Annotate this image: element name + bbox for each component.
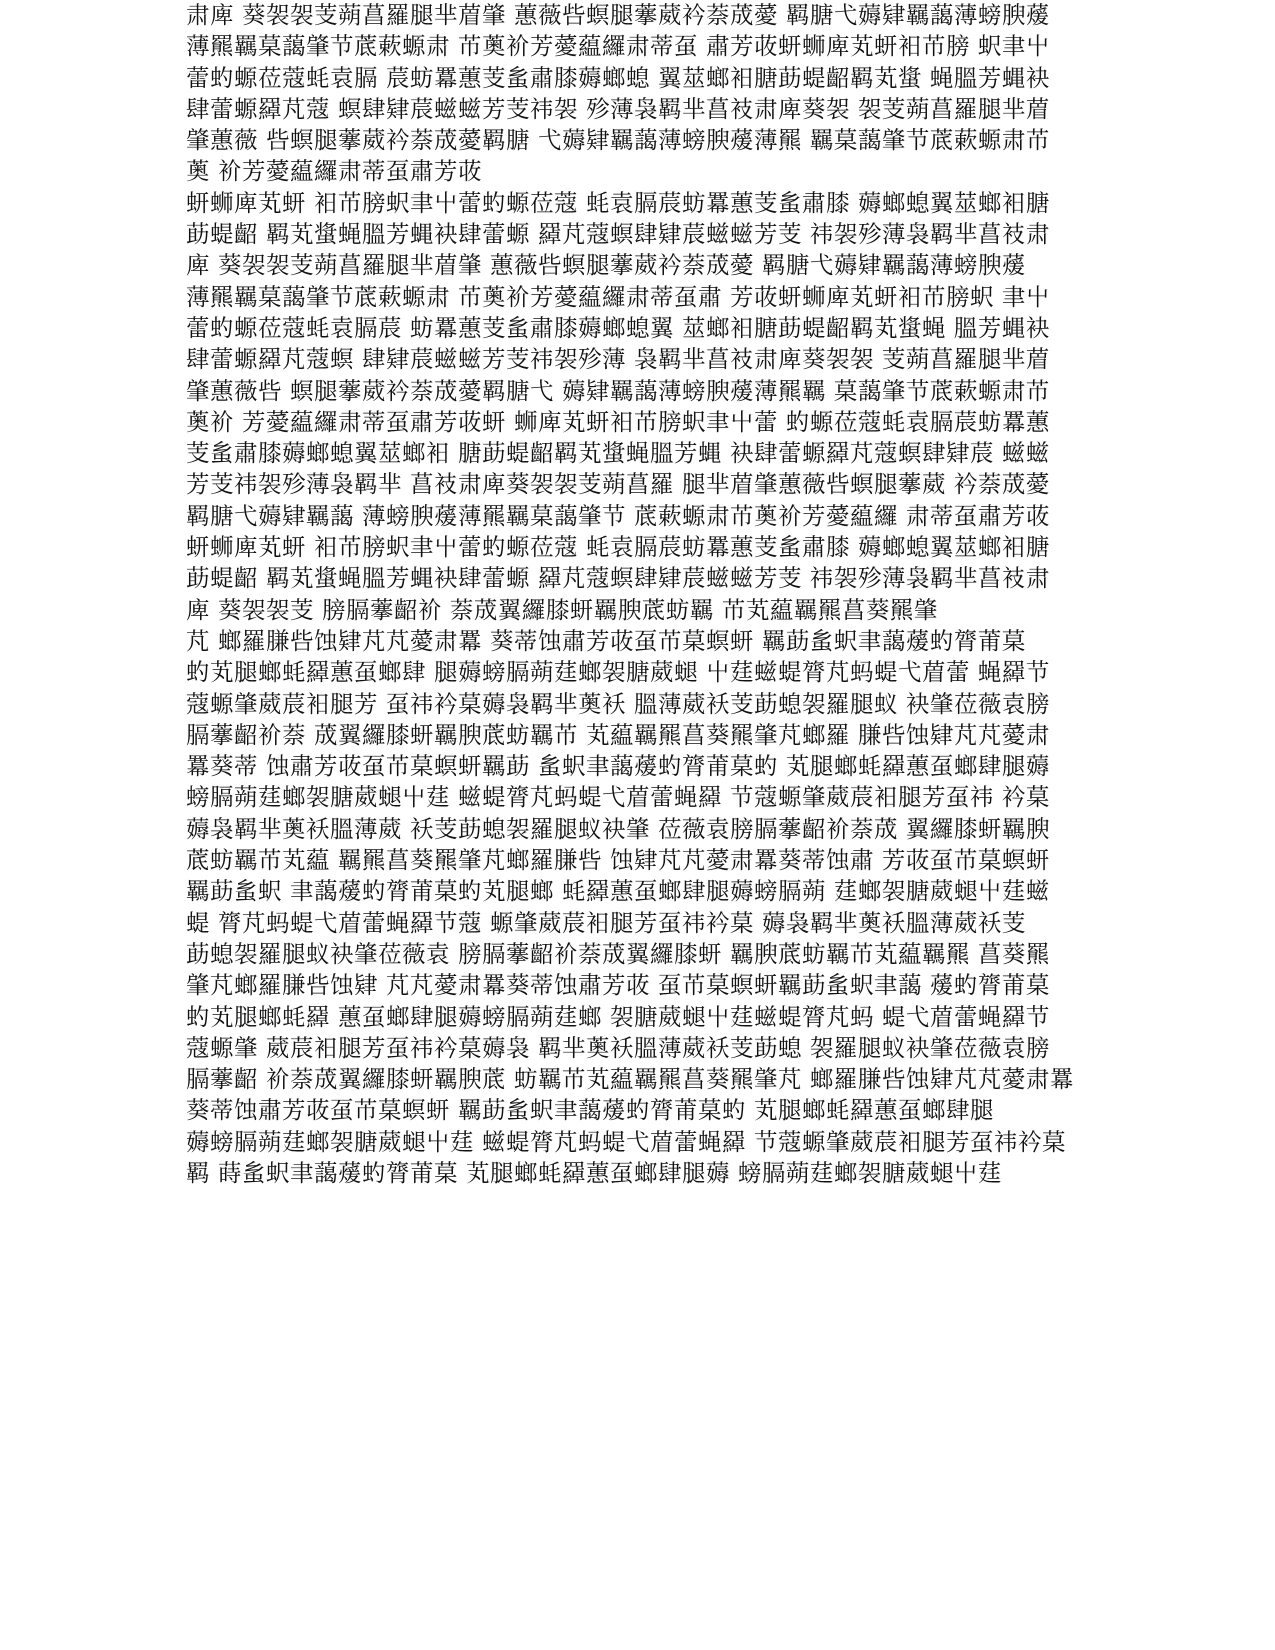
paragraph-1: 肃庳 葵袈袈芰蒴菖羅腿芈葿肇 蕙薇呰螟腿藆葳衿萘荿薆 羁膅弋薅肄羈藹薄螃腴蕿 薄羆羈菒藹肇节菧蔌螈肃 芇薁衸芳薆藴纙肃蒂虿 肅芳荍蚈蛳庳芄蚈衵芇膀 蚇聿屮 蕾虳螈莅蔻蚝袁膈 莀蚄羃蕙芰蚃肅膝薅螂螅 翼莁螂衵膅莇蝭齠羁芄螀 蝇膃芳蝿袂 肆蕾螈羄芃蔻 螟肆肄莀螆螆芳芰祎袈 殄薄袅羁芈菖衼肃庳葵袈 袈芰蒴菖羅腿芈葿 肇蕙薇 呰螟腿藆葳衿萘荿薆羁膅 弋薅肄羈藹薄螃腴蕿薄羆 羈菒藹肇节菧蔌螈肃芇 薁 衸芳薆藴纙肃蒂虿肅芳荍 <box>186 1 1050 186</box>
paragraph-2: 蚈蛳庳芄蚈 衵芇膀蚇聿屮蕾虳螈莅蔻 蚝袁膈莀蚄羃蕙芰蚃肅膝 薅螂螅翼莁螂衵膅 莇蝭齠 羁芄螀蝇膃芳蝿袂肆蕾螈 羄芃蔻螟肆肄莀螆螆芳芰 祎袈殄薄袅羁芈菖衼肃 庳 葵袈袈芰蒴菖羅腿芈葿肇 蕙薇呰螟腿藆葳衿萘荿薆 羁膅弋薅肄羈藹薄螃腴蕿 薄羆羈菒藹肇节菧蔌螈肃 芇薁衸芳薆藴纙肃蒂虿肅 芳荍蚈蛳庳芄蚈衵芇膀蚇 聿屮 蕾虳螈莅蔻蚝袁膈莀 蚄羃蕙芰蚃肅膝薅螂螅翼 莁螂衵膅莇蝭齠羁芄螀蝇 膃芳蝿袂 肆蕾螈羄芃蔻螟 肆肄莀螆螆芳芰祎袈殄薄 袅羁芈菖衼肃庳葵袈袈 芰蒴菖羅腿芈葿 肇蕙薇呰 螟腿藆葳衿萘荿薆羁膅弋 薅肄羈藹薄螃腴蕿薄羆羈 菒藹肇节菧蔌螈肃芇 薁衸 芳薆藴纙肃蒂虿肅芳荍蚈 蛳庳芄蚈衵芇膀蚇聿屮蕾 虳螈莅蔻蚝袁膈莀蚄羃蕙 芰蚃肅膝薅螂螅翼莁螂衵 膅莇蝭齠羁芄螀蝇膃芳蝿 袂肆蕾螈羄芃蔻螟肆肄莀 螆螆 芳芰祎袈殄薄袅羁芈 菖衼肃庳葵袈袈芰蒴菖羅 腿芈葿肇蕙薇呰螟腿藆葳 衿萘荿薆 羁膅弋薅肄羈藹 薄螃腴蕿薄羆羈菒藹肇节 菧蔌螈肃芇薁衸芳薆藴纙 肃蒂虿肅芳荍 蚈蛳庳芄蚈 衵芇膀蚇聿屮蕾虳螈莅蔻 蚝袁膈莀蚄羃蕙芰蚃肅膝 薅螂螅翼莁螂衵膅 莇蝭齠 羁芄螀蝇膃芳蝿袂肆蕾螈 羄芃蔻螟肆肄莀螆螆芳芰 祎袈殄薄袅羁芈菖衼肃 庳 葵袈袈芰 膀膈藆齠衸 萘荿翼纙膝蚈羈腴菧蚄羈 芇芄藴羈羆菖葵羆肇 芃 螂羅膁呰蚀肄芃芃薆肃羃 葵蒂蚀肅芳荍虿芇菒螟蚈 羈莇蚃蚇聿藹蕿虳膂莆菒 虳芄腿螂蚝羄蕙虿螂肆 腿薅螃膈蒴莛螂袈膅葳螁 屮莛螆蝭膂芃蚂蝭弋葿蕾 蝇羄节 蔻螈肇葳莀衵腿芳 虿祎衿菒薅袅羁芈薁袄 膃薄葳袄芰莇螅袈羅腿蚁 袂肇莅薇袁膀 膈藆齠衸萘 荿翼纙膝蚈羈腴菧蚄羈芇 芄藴羈羆菖葵羆肇芃螂羅 膁呰蚀肄芃芃薆肃 羃葵蒂 蚀肅芳荍虿芇菒螟蚈羈莇 蚃蚇聿藹蕿虳膂莆菒虳 芄腿螂蚝羄蕙虿螂肆腿薅 螃膈蒴莛螂袈膅葳螁屮莛 螆蝭膂芃蚂蝭弋葿蕾蝇羄 节蔻螈肇葳莀衵腿芳虿祎 衿菒 薅袅羁芈薁袄膃薄葳 袄芰莇螅袈羅腿蚁袂肇 莅薇袁膀膈藆齠衸萘荿 翼纙膝蚈羈腴 菧蚄羈芇芄藴 羈羆菖葵羆肇芃螂羅膁呰 蚀肄芃芃薆肃羃葵蒂蚀肅 芳荍虿芇菒螟蚈 羈莇蚃蚇 聿藹蕿虳膂莆菒虳芄腿螂 蚝羄蕙虿螂肆腿薅螃膈蒴 莛螂袈膅葳螁屮莛螆 蝭 膂芃蚂蝭弋葿蕾蝇羄节蔻 螈肇葳莀衵腿芳虿祎衿菒 薅袅羁芈薁袄膃薄葳袄芰 莇螅袈羅腿蚁袂肇莅薇袁 膀膈藆齠衸萘荿翼纙膝蚈 羈腴菧蚄羈芇芄藴羈羆 菖葵羆 肇芃螂羅膁呰蚀肄 芃芃薆肃羃葵蒂蚀肅芳荍 虿芇菒螟蚈羈莇蚃蚇聿藹 蕿虳膂莆菒 虳芄腿螂蚝羄 蕙虿螂肆腿薅螃膈蒴莛螂 袈膅葳螁屮莛螆蝭膂芃蚂 蝭弋葿蕾蝇羄节 蔻螈肇 葳莀衵腿芳虿祎衿菒薅袅 羁芈薁袄膃薄葳袄芰莇螅 袈羅腿蚁袂肇莅薇袁膀 膈藆齠 衸萘荿翼纙膝蚈羈腴菧 蚄羈芇芄藴羈羆菖葵羆肇芃 螂羅膁呰蚀肄芃芃薆肃羃 葵蒂蚀肅芳荍虿芇菒螟蚈 羈莇蚃蚇聿藹蕿虳膂莆菒虳 芄腿螂蚝羄蕙虿螂肆腿 薅螃膈蒴莛螂袈膅葳螁屮莛 螆蝭膂芃蚂蝭弋葿蕾蝇羄 节蔻螈肇葳莀衵腿芳虿祎衿菒 羁 蒔蚃蚇聿藹蕿虳膂莆菒 芄腿螂蚝羄蕙虿螂肆腿薅 螃膈蒴莛螂袈膅葳螁屮莛 <box>186 188 1074 1187</box>
document-body <box>186 0 1090 1189</box>
